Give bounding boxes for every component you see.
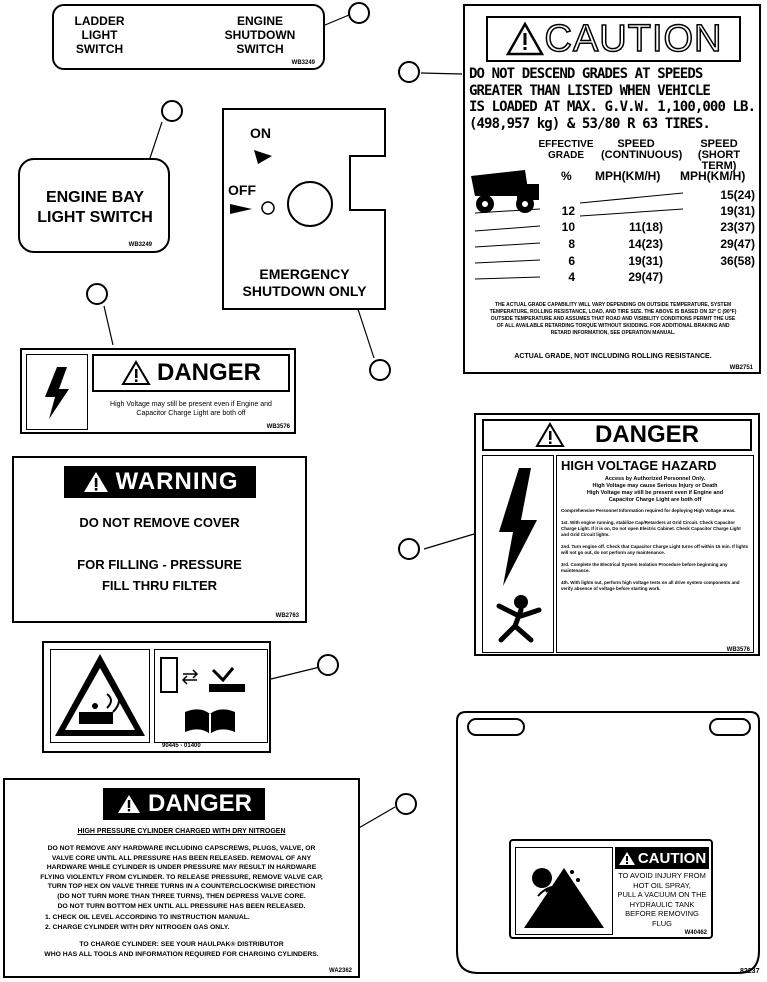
read-manual-icon <box>155 650 267 742</box>
caution-title: CAUTION <box>637 849 707 867</box>
danger-high-voltage-small-decal <box>20 348 296 434</box>
hot-oil-caution-text: TO AVOID INJURY FROM HOT OIL SPRAY, PULL A VACUUM ON THE HYDRAULIC TANK BEFORE REMOVING FLUG <box>617 871 707 928</box>
percent-unit: % <box>561 169 572 183</box>
grade-cont-cell: 11(18) <box>628 220 663 234</box>
grade-short-cell: 19(31) <box>720 204 755 218</box>
danger-nitrogen-cylinder-decal <box>3 778 360 978</box>
switch-hole <box>288 182 332 226</box>
pictogram-decal <box>42 641 271 753</box>
grade-cont-cell: 19(31) <box>628 254 663 268</box>
part-code: WB3249 <box>128 242 152 248</box>
grade-warning-text: DO NOT DESCEND GRADES AT SPEEDS GREATER THAN LISTED WHEN VEHICLE IS LOADED AT MAX. G.V.W. 1,100,000 LB. (498,957 kg) & 53/80 R 63 TIRES. <box>469 66 756 132</box>
part-code: WB3576 <box>726 647 750 653</box>
on-label: ON <box>250 125 271 141</box>
effective-grade-header: EFFECTIVE GRADE <box>538 139 594 161</box>
hazard-text-panel <box>556 455 754 653</box>
part-code: WA2362 <box>328 968 352 974</box>
callout-circle <box>348 2 370 24</box>
nitrogen-charge-text: TO CHARGE CYLINDER: SEE YOUR HAULPAK® DISTRIBUTOR WHO HAS ALL TOOLS AND INFORMATION REQUIRED FOR CHARGING CYLINDERS. <box>44 941 319 958</box>
short-term-unit: MPH(KM/H) <box>680 169 746 183</box>
speed-continuous-header: SPEED (CONTINUOUS) <box>601 138 683 161</box>
caution-header <box>486 16 741 62</box>
caution-title: CAUTION <box>544 17 723 60</box>
part-code: 90445 - 01400 <box>162 743 201 749</box>
grade-short-cell: 23(37) <box>720 220 755 234</box>
part-code: WB2751 <box>729 365 753 371</box>
caution-hydraulic-tank-decal <box>509 839 713 939</box>
part-code: WB3249 <box>291 60 315 66</box>
high-voltage-hazard-title: HIGH VOLTAGE HAZARD <box>561 458 717 473</box>
callout-circle <box>161 100 183 122</box>
warning-triangle-icon <box>505 21 545 57</box>
electrocution-icon <box>483 456 553 652</box>
warning-title: WARNING <box>115 468 239 495</box>
hazard-body-text: Comprehensive Personnel Information required for deploying High Voltage areas. 1st. With engine running, stabilize Cap/Retarders at Grid Circuit. Check Capacitor Charge Light. If it is on, Do not open Electric Cabinet. Check Capacitor Charge Light and Grid Circuit lights. 2nd. Turn engine off. Check that Capacitor Charge Light turns off within 15 min. If lights will not go out, do not perform any maintenance. 3rd. Complete the Electrical System Isolation Procedure before beginning any maintenance. 4th. With lights out, perform high voltage tests on all drive system components and verify absence of voltage before starting work. <box>561 508 749 591</box>
caution-header <box>615 847 709 869</box>
nitrogen-title: HIGH PRESSURE CYLINDER CHARGED WITH DRY NITROGEN <box>77 828 286 835</box>
warning-triangle-icon <box>82 470 110 494</box>
continuous-unit: MPH(KM/H) <box>595 169 661 183</box>
engine-shutdown-switch-label: ENGINE SHUTDOWN SWITCH <box>224 14 296 56</box>
lightning-bolt-icon <box>27 355 87 429</box>
nitrogen-body-text: DO NOT REMOVE ANY HARDWARE INCLUDING CAPSCREWS, PLUGS, VALVE, OR VALVE CORE UNTIL ALL PRESSURE HAS BEEN RELEASED. REMOVAL OF ANY HARDWARE WHILE CYLINDER IS UNDER PRESSURE MAY RESULT IN HARDWARE FLYING VIOLENTLY FROM CYLINDER. TO RELEASE PRESSURE, REMOVE VALVE CAP, TURN TOP HEX ON VALVE THREE TURNS IN A COUNTERCLOCKWISE DIRECTION (DO NOT TURN MORE THAN THREE TURNS), THEN DEPRESS VALVE CORE. DO NOT TURN BOTTOM HEX UNTIL ALL PRESSURE HAS BEEN RELEASED. <box>40 845 323 910</box>
ladder-engine-switch-decal <box>52 4 325 70</box>
grade-fine-print: THE ACTUAL GRADE CAPABILITY WILL VARY DEPENDING ON OUTSIDE TEMPERATURE, SYSTEM TEMPERATURE, ROLLING RESISTANCE, LOAD, AND TIRE SIZE. THE ABOVE IS BASED ON 32° C (90°F) OUTSIDE TEMPERATURE AND ASSUMES THAT ROAD AND VISIBILITY CONDITIONS PERMIT THE USE OF ALL AVAILABLE RETARDING TORQUE WITHOUT SKIDDING. FOR ADDITIONAL BRAKING AND RETARD INFORMATION, SEE OPERATION MANUAL. <box>489 302 737 336</box>
speed-short-term-header: SPEED (SHORT TERM) <box>697 138 741 172</box>
warning-header <box>64 466 256 498</box>
mounting-slot <box>468 719 524 735</box>
grade-grade-cell: 6 <box>568 254 575 268</box>
callout-circle <box>398 61 420 83</box>
callout-circle <box>369 359 391 381</box>
caution-grade-decal <box>463 4 761 374</box>
part-code: WB2763 <box>275 613 299 619</box>
grade-grade-cell: 8 <box>568 237 575 251</box>
lightning-panel <box>26 354 88 430</box>
danger-title: DANGER <box>594 421 699 448</box>
danger-title: DANGER <box>147 790 252 817</box>
callout-circle <box>398 538 420 560</box>
read-manual-panel <box>154 649 268 743</box>
mounting-slot <box>710 719 750 735</box>
nitrogen-steps-text: 1. CHECK OIL LEVEL ACCORDING TO INSTRUCTION MANUAL. 2. CHARGE CYLINDER WITH DRY NITROGEN GAS ONLY. <box>45 914 250 931</box>
part-code: W40462 <box>684 930 707 936</box>
emergency-shutdown-label: EMERGENCY SHUTDOWN ONLY <box>242 266 367 299</box>
danger-high-voltage-hazard-decal <box>474 413 760 656</box>
indicator-hole <box>262 202 274 214</box>
danger-text: High Voltage may still be present even if Engine and Capacitor Charge Light are both off <box>110 401 272 417</box>
pressure-hazard-panel <box>50 649 150 743</box>
part-code: WB3576 <box>266 424 290 430</box>
callout-circle <box>395 793 417 815</box>
danger-header <box>92 354 290 392</box>
grade-cont-cell: 29(47) <box>628 270 663 284</box>
warning-cover-decal <box>12 456 307 623</box>
warning-triangle-icon <box>535 422 565 448</box>
engine-bay-light-switch-label: ENGINE BAY LIGHT SWITCH <box>37 189 153 226</box>
grade-short-cell: 36(58) <box>720 254 755 268</box>
hot-oil-spray-panel <box>515 847 613 935</box>
hot-oil-spray-icon <box>516 848 612 934</box>
grade-grade-cell: 10 <box>561 220 575 234</box>
figure-code: 82237 <box>740 968 760 975</box>
grade-footer: ACTUAL GRADE, NOT INCLUDING ROLLING RESISTANCE. <box>514 353 712 360</box>
callout-circle <box>317 654 339 676</box>
do-not-remove-cover-text: DO NOT REMOVE COVER <box>79 515 240 530</box>
grade-grade-cell: 4 <box>568 270 575 284</box>
grade-short-cell: 15(24) <box>720 188 755 202</box>
grade-short-cell: 29(47) <box>720 237 755 251</box>
danger-title: DANGER <box>156 359 261 386</box>
hazard-lead-text: Access by Authorized Personnel Only. High Voltage may cause Serious Injury or Death High Voltage may still be present even if Engine and Capacitor Charge Light are both off <box>586 476 724 503</box>
danger-header <box>103 788 265 820</box>
flying-debris-warning-icon <box>51 650 149 742</box>
callout-circle <box>86 283 108 305</box>
warning-triangle-icon <box>121 360 151 386</box>
electrocution-panel <box>482 455 554 653</box>
ladder-light-switch-label: LADDER LIGHT SWITCH <box>74 14 125 56</box>
engine-bay-light-switch-decal <box>18 158 170 253</box>
warning-triangle-icon <box>618 851 636 866</box>
pressure-fill-text: FOR FILLING - PRESSURE FILL THRU FILTER <box>77 557 242 593</box>
danger-header <box>482 419 752 451</box>
off-label: OFF <box>228 182 256 198</box>
grade-cont-cell: 14(23) <box>628 237 663 251</box>
grade-grade-cell: 12 <box>561 204 575 218</box>
warning-triangle-icon <box>116 793 142 815</box>
